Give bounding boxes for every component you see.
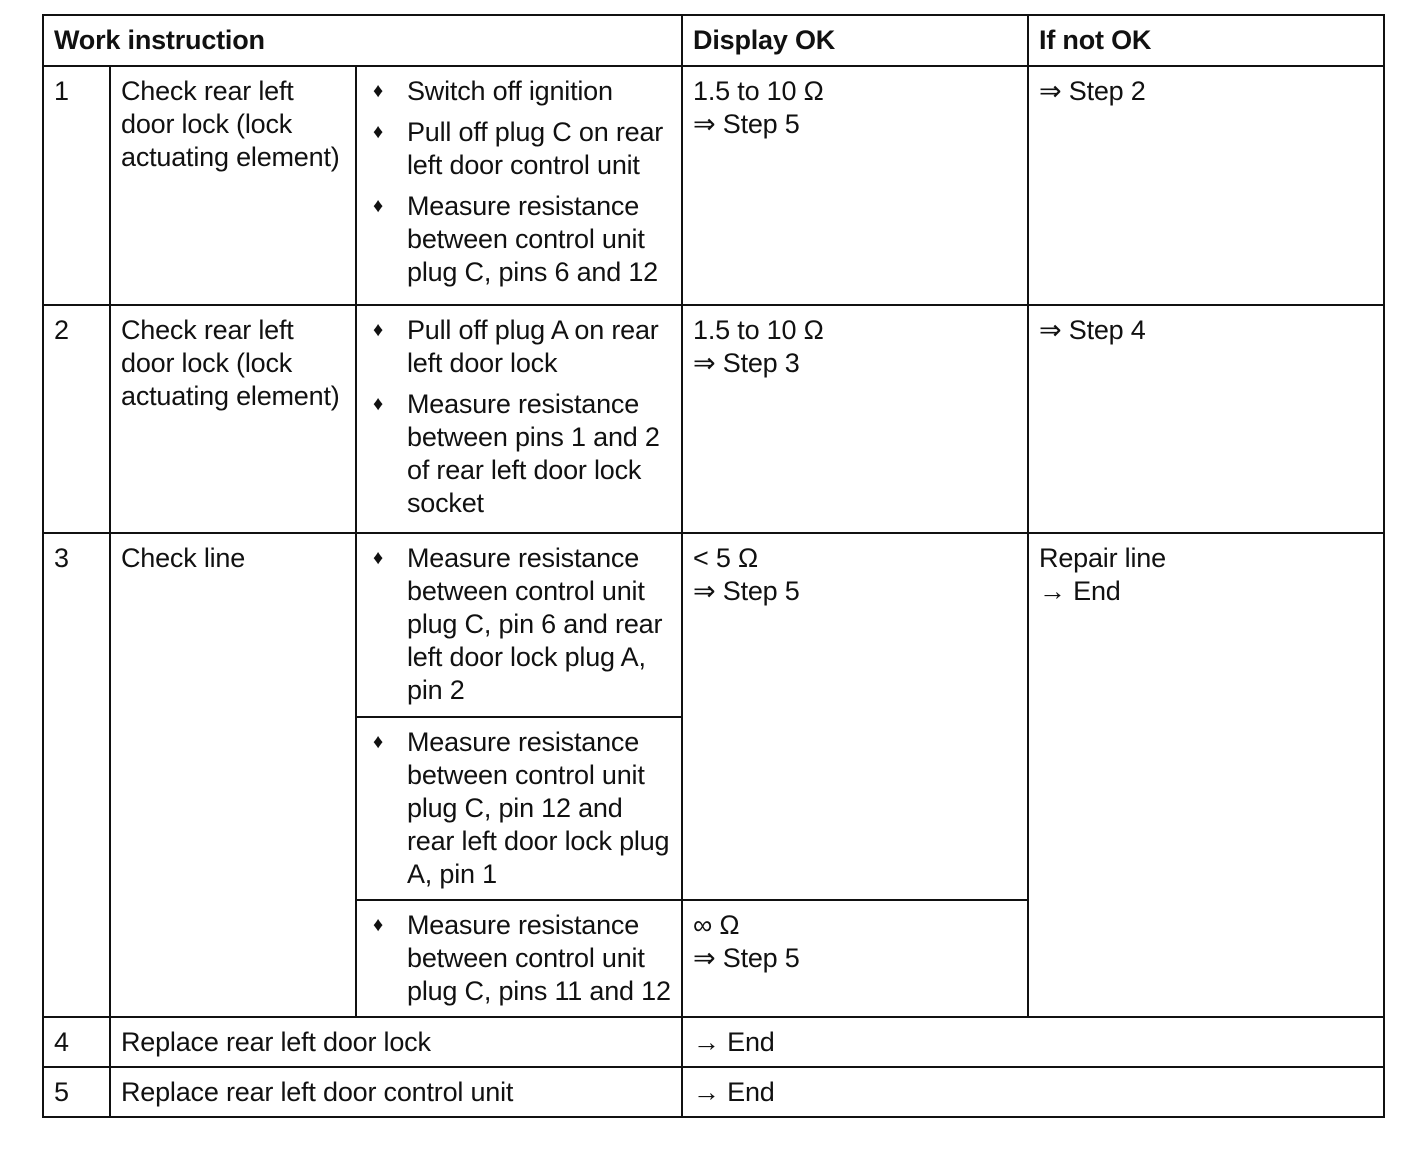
if-not-ok-cell: ⇒ Step 2 xyxy=(1028,66,1384,305)
header-row xyxy=(43,15,1384,66)
step-instructions xyxy=(356,900,682,1017)
step-instructions xyxy=(356,305,682,533)
result-cell: → End xyxy=(682,1017,1384,1067)
step-instructions xyxy=(356,717,682,900)
step-title: Replace rear left door lock xyxy=(110,1017,682,1067)
step-row-1 xyxy=(43,66,1384,305)
display-ok-cell: 1.5 to 10 Ω ⇒ Step 5 xyxy=(682,66,1028,305)
diamond-bullet-icon: ♦ xyxy=(373,319,384,341)
display-ok-cell: < 5 Ω ⇒ Step 5 xyxy=(682,533,1028,900)
instruction-item: ♦ Measure resistance between control unit plug C, pin 12 and rear left door lock plug A, pin 1 xyxy=(373,727,670,889)
display-ok-cell: 1.5 to 10 Ω ⇒ Step 3 xyxy=(682,305,1028,533)
diamond-bullet-icon: ♦ xyxy=(373,121,384,143)
step-number: 3 xyxy=(43,533,110,1017)
diamond-bullet-icon: ♦ xyxy=(373,393,384,415)
header-work-instruction: Work instruction xyxy=(43,15,682,66)
result-cell: → End xyxy=(682,1067,1384,1117)
display-ok-cell: ∞ Ω ⇒ Step 5 xyxy=(682,900,1028,1017)
instruction-item: ♦ Measure resistance between control unit plug C, pins 11 and 12 xyxy=(373,910,671,1006)
diamond-bullet-icon: ♦ xyxy=(373,195,384,217)
step-row-2 xyxy=(43,305,1384,533)
diamond-bullet-icon: ♦ xyxy=(373,80,384,102)
diamond-bullet-icon: ♦ xyxy=(373,731,384,753)
step-number: 5 xyxy=(43,1067,110,1117)
diamond-bullet-icon: ♦ xyxy=(373,547,384,569)
step-instructions xyxy=(356,66,682,305)
step-row-4 xyxy=(43,1017,1384,1067)
work-instruction-table xyxy=(42,14,1385,1118)
instruction-item: ♦ Measure resistance between control unit plug C, pins 6 and 12 xyxy=(373,191,658,287)
if-not-ok-cell: Repair line → End xyxy=(1028,533,1384,1017)
step-title: Check rear left door lock (lock actuating element) xyxy=(110,305,356,533)
if-not-ok-cell: ⇒ Step 4 xyxy=(1028,305,1384,533)
step-title: Replace rear left door control unit xyxy=(110,1067,682,1117)
instruction-item: ♦ Measure resistance between control unit plug C, pin 6 and rear left door lock plug A, pin 2 xyxy=(373,543,663,705)
instruction-item: ♦ Switch off ignition xyxy=(373,76,613,106)
step-instructions xyxy=(356,533,682,717)
instruction-item: ♦ Pull off plug A on rear left door lock xyxy=(373,315,659,378)
step-row-3 xyxy=(43,533,1384,717)
instruction-item: ♦ Pull off plug C on rear left door control unit xyxy=(373,117,664,180)
step-number: 2 xyxy=(43,305,110,533)
instruction-item: ♦ Measure resistance between pins 1 and 2 of rear left door lock socket xyxy=(373,389,660,518)
step-row-5 xyxy=(43,1067,1384,1117)
step-number: 1 xyxy=(43,66,110,305)
diamond-bullet-icon: ♦ xyxy=(373,914,384,936)
step-title: Check line xyxy=(110,533,356,1017)
step-title: Check rear left door lock (lock actuating element) xyxy=(110,66,356,305)
header-display-ok: Display OK xyxy=(682,15,1028,66)
step-number: 4 xyxy=(43,1017,110,1067)
header-if-not-ok: If not OK xyxy=(1028,15,1384,66)
